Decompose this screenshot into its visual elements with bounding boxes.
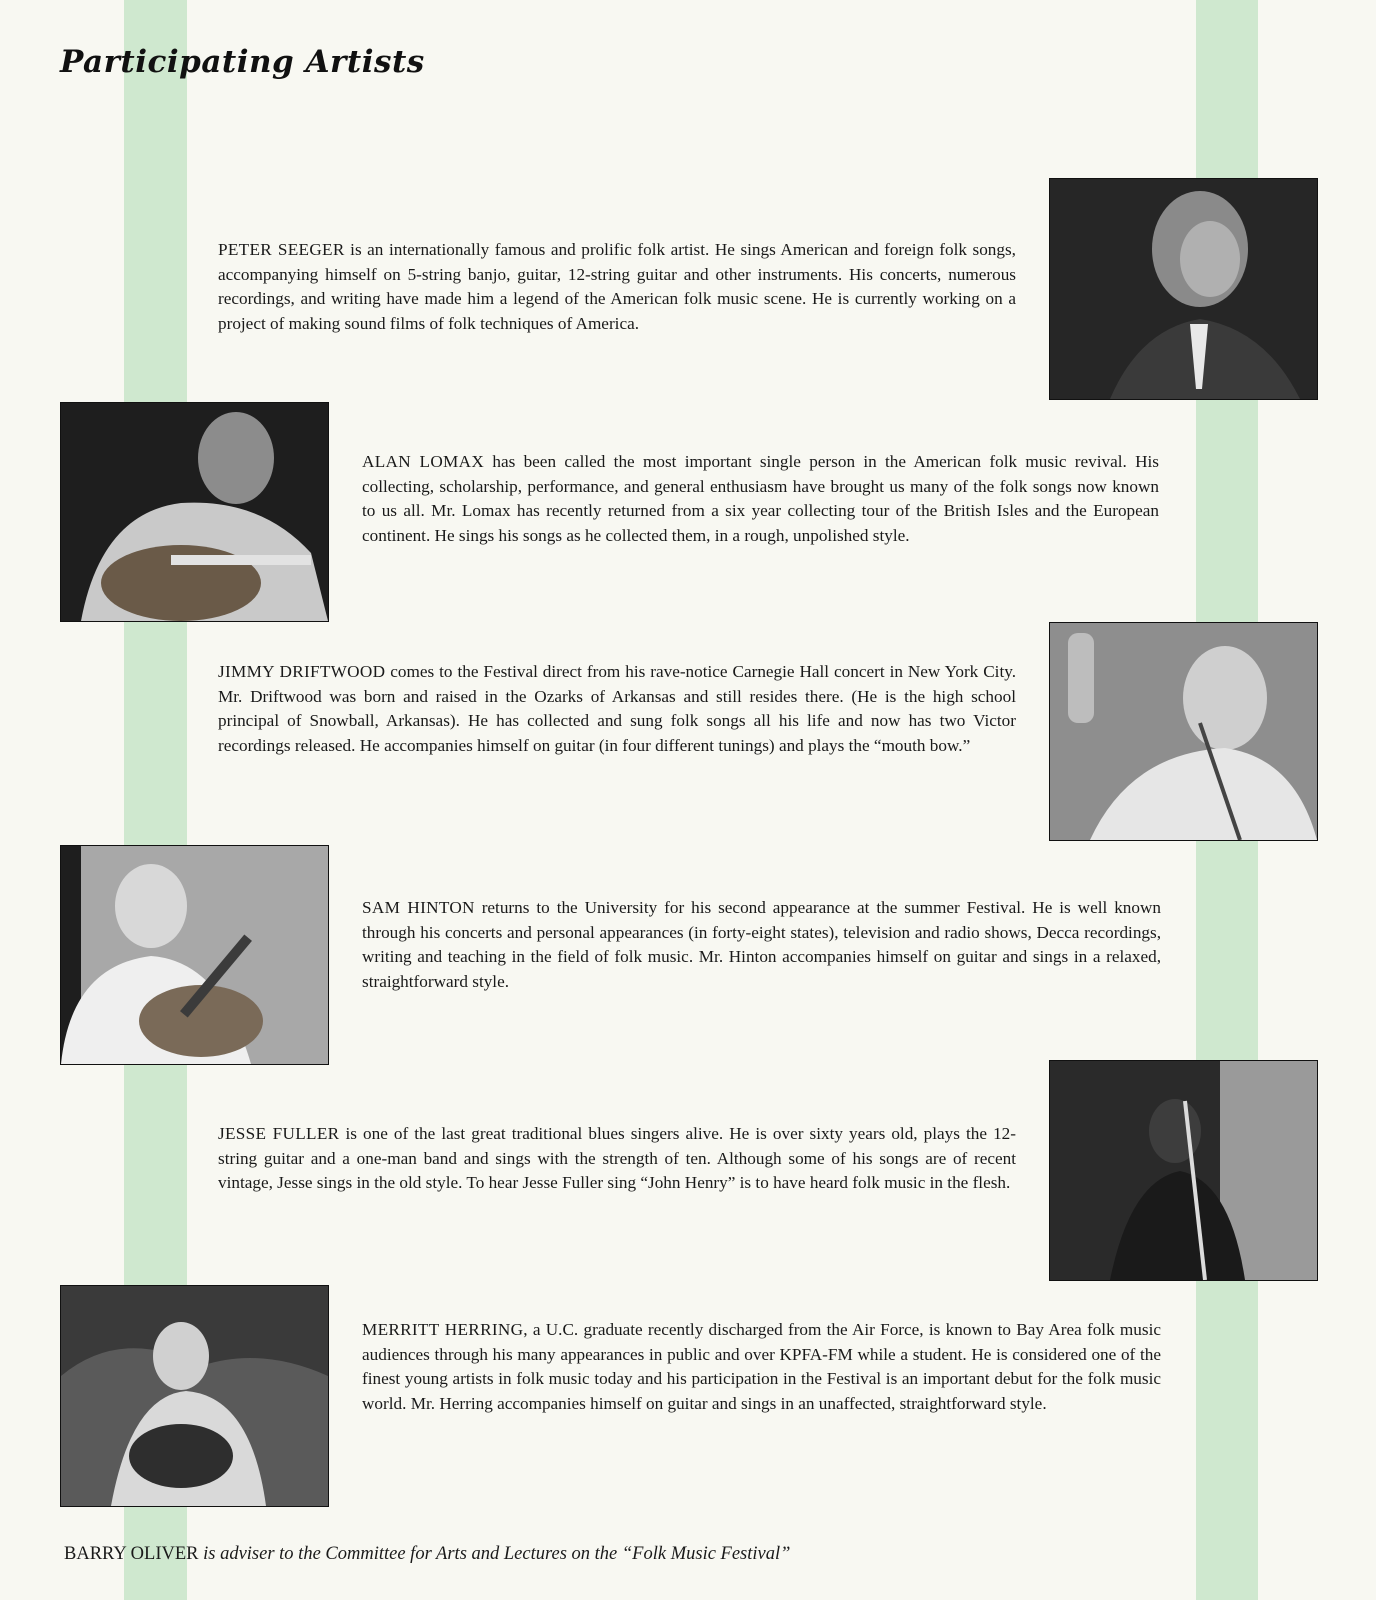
artist-name: JIMMY DRIFTWOOD (218, 662, 386, 681)
artist-description: is one of the last great traditional blues singers alive. He is over sixty years old, plays the 12-string guitar and a one-man band and sings with the strength of ten. Although some of his songs are of recent vintage, Jesse sings in the old style. To hear Jesse Fuller sing “John Henry” is to have heard folk music in the flesh. (218, 1124, 1016, 1192)
artist-photo-6 (60, 1285, 329, 1507)
artist-name: ALAN LOMAX (362, 452, 485, 471)
artist-description: , a U.C. graduate recently discharged from the Air Force, is known to Bay Area folk music audiences through his many appearances in public and over KPFA-FM while a student. He is considered one of the finest young artists in folk music today and his participation in the Festival is an important debut for the folk music world. Mr. Herring accompanies himself on guitar and sings in an unaffected, straightforward style. (362, 1320, 1161, 1413)
artist-photo-5 (1049, 1060, 1318, 1281)
artist-bio-4 (362, 896, 1161, 994)
artist-description: has been called the most important single person in the American folk music revival. His collecting, scholarship, performance, and general enthusiasm have brought us many of the folk songs now known to us all. Mr. Lomax has recently returned from a six year collecting tour of the British Isles and the European continent. He sings his songs as he collected them, in a rough, unpolished style. (362, 452, 1159, 545)
page-title: Participating Artists (60, 44, 425, 80)
artist-photo-1 (1049, 178, 1318, 400)
artist-description: returns to the University for his second appearance at the summer Festival. He is well known through his concerts and personal appearances (in forty-eight states), television and radio shows, Decca recordings, writing and teaching in the field of folk music. Mr. Hinton accompanies himself on guitar and sings in a relaxed, straightforward style. (362, 898, 1161, 991)
artist-name: JESSE FULLER (218, 1124, 340, 1143)
artist-name: PETER SEEGER (218, 240, 345, 259)
footer-credit (64, 1544, 790, 1565)
artist-bio-1 (218, 238, 1016, 336)
artist-photo-4 (60, 845, 329, 1065)
artist-name: MERRITT HERRING (362, 1320, 524, 1339)
adviser-description: is adviser to the Committee for Arts and Lectures on the “Folk Music Festival” (198, 1544, 791, 1564)
artist-bio-5 (218, 1122, 1016, 1196)
adviser-name: BARRY OLIVER (64, 1544, 199, 1564)
artist-photo-2 (60, 402, 329, 622)
artist-description: is an internationally famous and prolific folk artist. He sings American and foreign folk songs, accompanying himself on 5-string banjo, guitar, 12-string guitar and other instruments. His concerts, numerous recordings, and writing have made him a legend of the American folk music scene. He is currently working on a project of making sound films of folk techniques of America. (218, 240, 1016, 333)
artist-bio-6 (362, 1318, 1161, 1416)
artist-bio-2 (362, 450, 1159, 548)
artist-description: comes to the Festival direct from his rave-notice Carnegie Hall concert in New York City. Mr. Driftwood was born and raised in the Ozarks of Arkansas and still resides there. (He is the high school principal of Snowball, Arkansas). He has collected and sung folk songs all his life and now has two Victor recordings released. He accompanies himself on guitar (in four different tunings) and plays the “mouth bow.” (218, 662, 1016, 755)
artist-photo-3 (1049, 622, 1318, 841)
artist-bio-3 (218, 660, 1016, 758)
artist-name: SAM HINTON (362, 898, 475, 917)
